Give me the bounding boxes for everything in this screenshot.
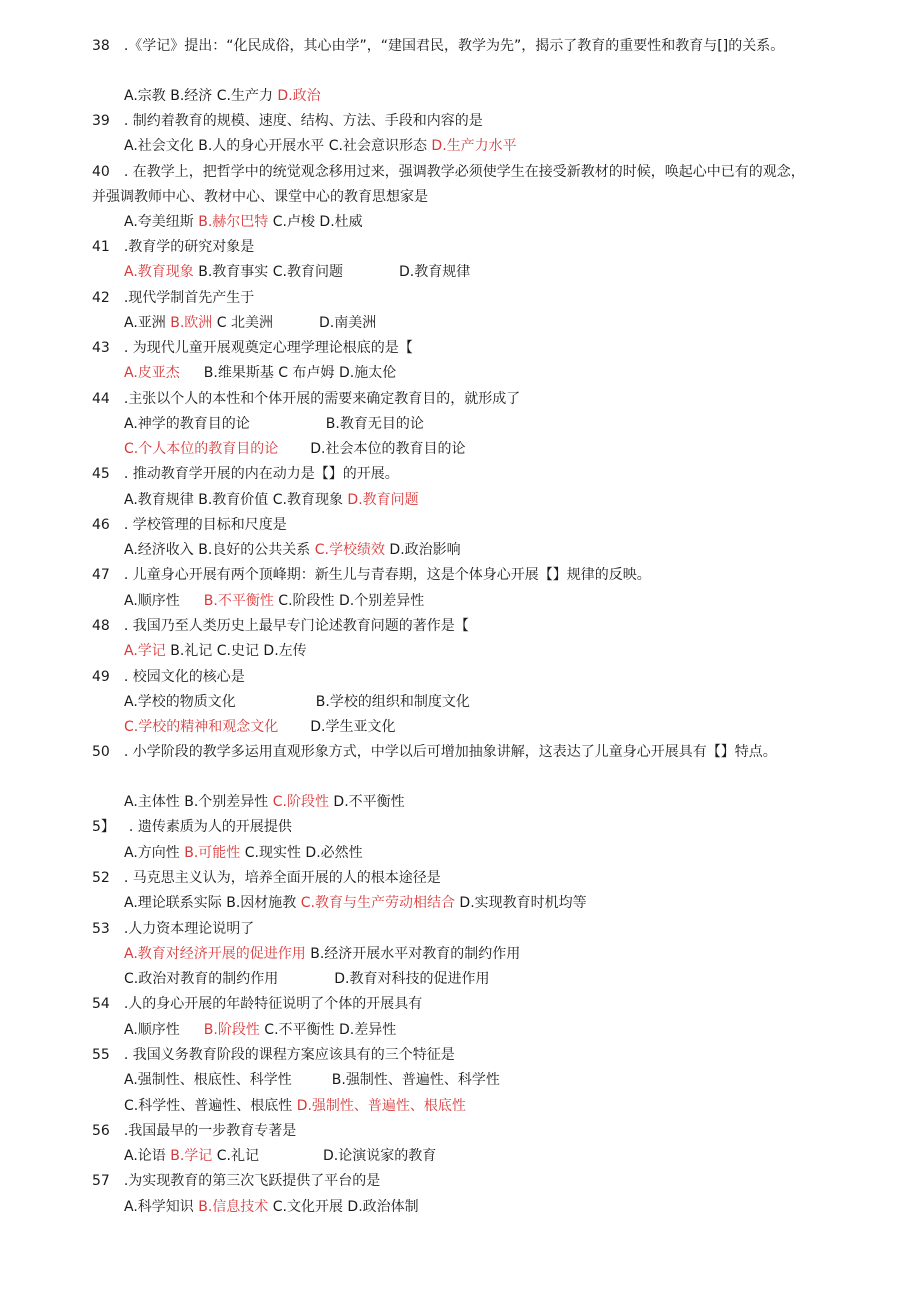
option-text: D.不平衡性: [328, 794, 405, 810]
options-line: [124, 361, 396, 386]
question-text: .人的身心开展的年龄特征说明了个体的开展具有: [123, 996, 423, 1012]
options-line: [124, 1195, 419, 1220]
options-line: [124, 210, 363, 235]
option-text: B.学校的组织和制度文化: [315, 694, 470, 710]
correct-answer: A.学记: [124, 643, 166, 659]
correct-answer: C.阶段性: [272, 794, 329, 810]
question-number: 46: [92, 517, 110, 533]
question-number: 44: [92, 391, 110, 407]
question-text: .为实现教育的第三次飞跃提供了平台的是: [123, 1173, 381, 1189]
option-text: C.不平衡性 D.差异性: [259, 1022, 397, 1038]
question-number: 53: [92, 921, 110, 937]
question-number: 52: [92, 870, 110, 886]
question-text: . 制约着教育的规模、速度、结构、方法、手段和内容的是: [123, 113, 483, 129]
option-text: C.文化开展 D.政治体制: [268, 1199, 419, 1215]
question-stem: [92, 235, 814, 260]
options-line: [124, 1068, 500, 1093]
option-text: C.科学性、普遍性、根底性: [124, 1098, 297, 1114]
question-number: 57: [92, 1173, 110, 1189]
options-line: [124, 260, 470, 285]
options-line: [124, 538, 461, 563]
correct-answer: D.政治: [277, 88, 321, 104]
correct-answer: B.赫尔巴特: [198, 214, 269, 230]
option-text: D.学生亚文化: [310, 719, 396, 735]
correct-answer: D.教育问题: [347, 492, 419, 508]
question-text: . 遗传素质为人的开展提供: [128, 819, 292, 835]
option-text: C.现实性 D.必然性: [240, 845, 363, 861]
options-line: [124, 311, 376, 336]
option-text: A.亚洲: [124, 315, 171, 331]
correct-answer: B.学记: [170, 1148, 213, 1164]
question-number: 48: [92, 618, 110, 634]
question-number: 42: [92, 290, 110, 306]
option-text: D.论演说家的教育: [322, 1148, 437, 1164]
correct-answer: B.信息技术: [198, 1199, 269, 1215]
options-line: [124, 1144, 436, 1169]
correct-answer: A.教育现象: [124, 264, 194, 280]
option-text: A.宗教 B.经济 C.生产力: [124, 88, 278, 104]
question-text: .我国最早的一步教育专著是: [123, 1123, 297, 1139]
question-stem: [92, 34, 814, 59]
option-text: A.方向性: [124, 845, 185, 861]
question-text: . 儿童身心开展有两个顶峰期：新生儿与青春期，这是个体身心开展【】规律的反映。: [123, 567, 651, 583]
question-stem: [92, 286, 814, 311]
question-number: 54: [92, 996, 110, 1012]
question-stem: [92, 614, 814, 639]
question-text: .《学记》提出：“化民成俗，其心由学”，“建国君民，教学为先”，揭示了教育的重要性和教育与[]的关系。: [123, 38, 785, 54]
question-number: 55: [92, 1047, 110, 1063]
correct-answer: D.强制性、普遍性、根底性: [296, 1098, 466, 1114]
options-line: [124, 841, 363, 866]
option-text: C.政治对教育的制约作用: [124, 971, 279, 987]
correct-answer: C.学校的精神和观念文化: [124, 719, 279, 735]
question-text: . 我国乃至人类历史上最早专门论述教育问题的著作是【: [123, 618, 469, 634]
correct-answer: B.欧洲: [170, 315, 213, 331]
option-text: C.礼记: [212, 1148, 259, 1164]
option-text: C.卢梭 D.杜威: [268, 214, 363, 230]
option-text: D.实现教育时机均等: [454, 895, 587, 911]
option-text: B.教育事实 C.教育问题: [193, 264, 343, 280]
option-text: A.学校的物质文化: [124, 694, 236, 710]
options-line: [124, 639, 307, 664]
option-text: D.南美洲: [318, 315, 377, 331]
options-line: [124, 790, 405, 815]
question-text: .现代学制首先产生于: [123, 290, 255, 306]
option-text: A.理论联系实际 B.因材施教: [124, 895, 301, 911]
option-text: C 北美洲: [212, 315, 273, 331]
question-stem: [92, 992, 814, 1017]
question-number: 56: [92, 1123, 110, 1139]
question-number: 38: [92, 38, 110, 54]
question-stem: [92, 740, 814, 765]
question-stem: [92, 1119, 814, 1144]
correct-answer: D.生产力水平: [431, 138, 517, 154]
option-text: A.经济收入 B.良好的公共关系: [124, 542, 315, 558]
option-text: B.经济开展水平对教育的制约作用: [305, 946, 521, 962]
question-text: . 马克思主义认为，培养全面开展的人的根本途径是: [123, 870, 441, 886]
question-stem: [92, 336, 814, 361]
options-line: [124, 967, 489, 992]
question-text: . 为现代儿童开展观奠定心理学理论根底的是【: [123, 340, 413, 356]
correct-answer: B.不平衡性: [203, 593, 274, 609]
option-text: C.阶段性 D.个别差异性: [273, 593, 425, 609]
question-number: 49: [92, 669, 110, 685]
options-line: [124, 134, 517, 159]
option-text: A.主体性 B.个别差异性: [124, 794, 273, 810]
options-line: [124, 891, 587, 916]
question-number: 39: [92, 113, 110, 129]
correct-answer: A.皮亚杰: [124, 365, 180, 381]
options-line: [124, 1018, 396, 1043]
correct-answer: B.阶段性: [203, 1022, 260, 1038]
question-number: 40: [92, 164, 110, 180]
question-text: . 小学阶段的教学多运用直观形象方式，中学以后可增加抽象讲解，这表达了儿童身心开展具有【】特点。: [123, 744, 777, 760]
question-text: .主张以个人的本性和个体开展的需要来确定教育目的，就形成了: [123, 391, 521, 407]
question-text: . 我国义务教育阶段的课程方案应该具有的三个特征是: [123, 1047, 455, 1063]
option-text: A.顺序性: [124, 593, 180, 609]
question-text: . 校园文化的核心是: [123, 669, 245, 685]
question-number: 47: [92, 567, 110, 583]
option-text: B.强制性、普遍性、科学性: [331, 1072, 500, 1088]
correct-answer: C.个人本位的教育目的论: [124, 441, 279, 457]
question-text: .教育学的研究对象是: [123, 239, 255, 255]
option-text: A.教育规律 B.教育价值 C.教育现象: [124, 492, 348, 508]
option-text: B.礼记 C.史记 D.左传: [165, 643, 307, 659]
question-stem: [92, 160, 814, 210]
option-text: A.社会文化 B.人的身心开展水平 C.社会意识形态: [124, 138, 432, 154]
question-stem: [92, 1043, 814, 1068]
question-stem: [92, 815, 814, 840]
question-number: 45: [92, 466, 110, 482]
options-line: [124, 589, 424, 614]
option-text: D.教育规律: [398, 264, 471, 280]
option-text: A.夸美纽斯: [124, 214, 199, 230]
question-text: . 推动教育学开展的内在动力是【】的开展。: [123, 466, 399, 482]
question-number: 43: [92, 340, 110, 356]
question-stem: [92, 866, 814, 891]
option-text: A.强制性、根底性、科学性: [124, 1072, 292, 1088]
options-line: [124, 942, 520, 967]
option-text: D.教育对科技的促进作用: [334, 971, 490, 987]
options-line: [124, 488, 419, 513]
question-text: .人力资本理论说明了: [123, 921, 255, 937]
options-line: [124, 437, 465, 462]
option-text: A.论语: [124, 1148, 171, 1164]
question-stem: [92, 665, 814, 690]
option-text: B.教育无目的论: [325, 416, 424, 432]
options-line: [124, 412, 424, 437]
correct-answer: A.教育对经济开展的促进作用: [124, 946, 306, 962]
options-line: [124, 715, 395, 740]
option-text: A.顺序性: [124, 1022, 180, 1038]
question-stem: [92, 462, 814, 487]
question-stem: [92, 513, 814, 538]
question-stem: [92, 109, 814, 134]
question-number: 5】: [92, 819, 115, 835]
correct-answer: B.可能性: [184, 845, 241, 861]
question-stem: [92, 917, 814, 942]
option-text: D.政治影响: [384, 542, 461, 558]
options-line: [124, 1094, 466, 1119]
question-stem: [92, 1169, 814, 1194]
question-stem: [92, 563, 814, 588]
options-line: [124, 690, 470, 715]
question-number: 50: [92, 744, 110, 760]
option-text: B.维果斯基 C 布卢姆 D.施太伦: [203, 365, 397, 381]
question-number: 41: [92, 239, 110, 255]
option-text: A.神学的教育目的论: [124, 416, 250, 432]
correct-answer: C.教育与生产劳动相结合: [300, 895, 455, 911]
question-text: . 学校管理的目标和尺度是: [123, 517, 287, 533]
option-text: A.科学知识: [124, 1199, 199, 1215]
question-stem: [92, 387, 814, 412]
options-line: [124, 84, 321, 109]
option-text: D.社会本位的教育目的论: [310, 441, 466, 457]
correct-answer: C.学校绩效: [314, 542, 385, 558]
question-text: . 在教学上，把哲学中的统觉观念移用过来，强调教学必须使学生在接受新教材的时候，唤起心中已有的观念，并强调教师中心、教材中心、课堂中心的教育思想家是: [92, 164, 805, 205]
